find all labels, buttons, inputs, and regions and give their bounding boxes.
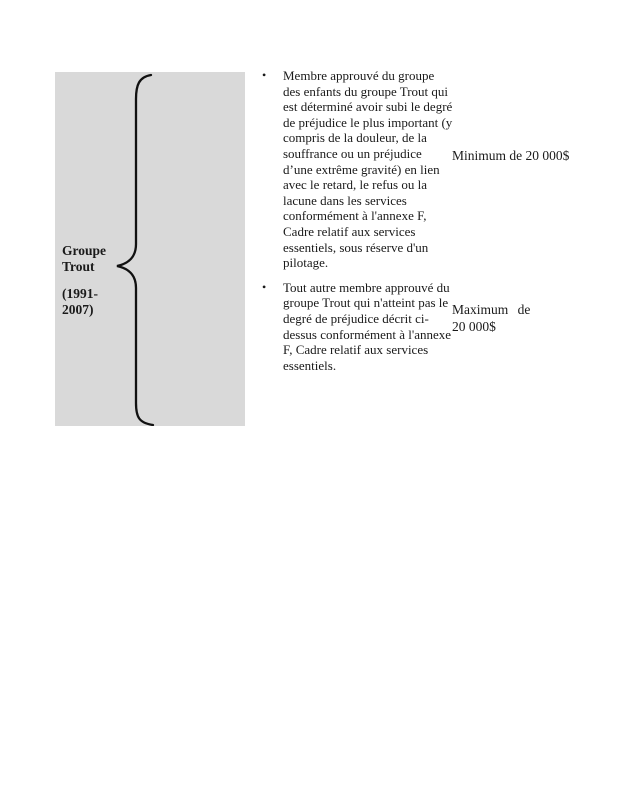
bullet-text-first: Membre approuvé du groupe des enfants du groupe Trout qui est déterminé avoir subi le degré de préjudice le plus important (y compris de la douleur, de la souffrance ou un préjudice d’une extrême gravité) en lien avec le retard, le refus ou la lacune dans les services conformément à l'annexe F, Cadre relatif aux services essentiels, sous réserve d'un pilotage. bbox=[283, 68, 453, 271]
curly-brace-icon bbox=[105, 72, 215, 426]
bullet-text-second: Tout autre membre approuvé du groupe Trout qui n'atteint pas le degré de préjudice décrit ci-dessus conformément à l'annexe F, Cadre relatif aux services essentiels. bbox=[283, 279, 452, 373]
amount-minimum: Minimum de 20 000$ bbox=[452, 148, 570, 163]
list-item bbox=[262, 68, 456, 271]
amount-maximum bbox=[452, 302, 566, 335]
group-years: (1991-2007) bbox=[62, 286, 98, 317]
amount-maximum-line2: 20 000$ bbox=[452, 318, 496, 334]
bullet-icon: • bbox=[262, 279, 267, 294]
list-item bbox=[262, 280, 456, 374]
group-title: Groupe Trout bbox=[62, 243, 107, 274]
amount-maximum-line1: Maximum de bbox=[452, 302, 531, 317]
bullet-list bbox=[262, 68, 456, 373]
bullet-icon: • bbox=[262, 68, 267, 82]
group-label-box bbox=[55, 72, 245, 426]
